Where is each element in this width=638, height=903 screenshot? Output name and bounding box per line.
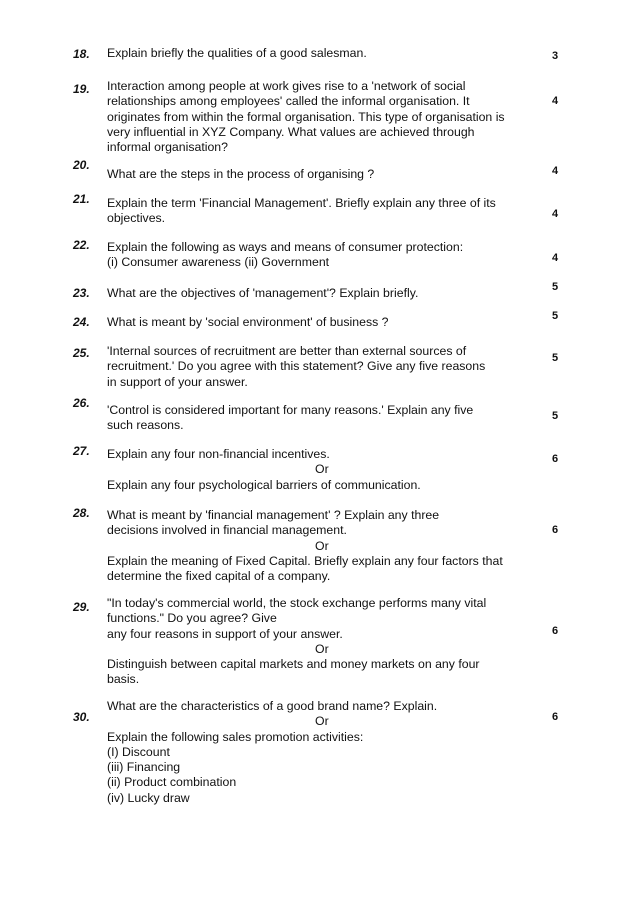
text-line: What is meant by 'social environment' of business ? xyxy=(107,315,389,329)
or-separator: Or xyxy=(315,462,329,477)
question-number-25: 25. xyxy=(73,346,90,360)
text-line: determine the fixed capital of a company. xyxy=(107,569,331,584)
question-text-19 xyxy=(107,79,537,155)
text-line: (i) Consumer awareness (ii) Government xyxy=(107,255,330,270)
text-line: in support of your answer. xyxy=(107,374,248,389)
text-line: Explain any four psychological barriers of communication. xyxy=(107,477,421,492)
text-line: functions." Do you agree? Give xyxy=(107,611,277,626)
question-number-21: 21. xyxy=(73,192,90,206)
question-number-29: 29. xyxy=(73,600,90,614)
question-text-23 xyxy=(107,286,537,301)
marks-24: 5 xyxy=(551,310,559,322)
text-line: 'Control is considered important for many reasons.' Explain any five xyxy=(107,403,474,417)
text-line: Distinguish between capital markets and money markets on any four xyxy=(107,657,480,672)
question-number-30: 30. xyxy=(73,710,90,724)
question-text-22 xyxy=(107,240,537,271)
marks-21: 4 xyxy=(551,208,559,220)
text-line: 'Internal sources of recruitment are better than external sources of xyxy=(107,344,467,358)
question-text-21 xyxy=(107,196,537,227)
question-text-24 xyxy=(107,315,537,330)
question-text-26 xyxy=(107,403,537,434)
text-line: very influential in XYZ Company. What values are achieved through xyxy=(107,124,475,139)
marks-18: 3 xyxy=(551,50,559,62)
question-text-30 xyxy=(107,699,537,806)
text-line: any four reasons in support of your answer. xyxy=(107,626,343,641)
text-line: Explain the meaning of Fixed Capital. Briefly explain any four factors that xyxy=(107,553,503,568)
question-number-27: 27. xyxy=(73,444,90,458)
or-separator: Or xyxy=(315,714,329,729)
question-number-18: 18. xyxy=(73,47,90,61)
question-number-20: 20. xyxy=(73,158,90,172)
question-text-25 xyxy=(107,344,537,390)
text-line: decisions involved in financial management. xyxy=(107,523,347,538)
marks-20: 4 xyxy=(551,165,559,177)
text-line: What is meant by 'financial management' ? Explain any three xyxy=(107,508,440,522)
question-text-20 xyxy=(107,167,537,182)
text-line: (iv) Lucky draw xyxy=(107,790,190,805)
or-separator: Or xyxy=(315,641,329,656)
question-text-18 xyxy=(107,46,537,61)
marks-30: 6 xyxy=(551,711,559,723)
text-line: basis. xyxy=(107,672,140,687)
text-line: recruitment.' Do you agree with this statement? Give any five reasons xyxy=(107,359,486,374)
text-line: (ii) Product combination xyxy=(107,775,237,790)
text-line: objectives. xyxy=(107,211,166,226)
question-number-22: 22. xyxy=(73,238,90,252)
question-number-23: 23. xyxy=(73,286,90,300)
text-line: Explain the following sales promotion activities: xyxy=(107,729,364,744)
or-separator: Or xyxy=(315,538,329,553)
question-number-19: 19. xyxy=(73,82,90,96)
text-line: What are the steps in the process of organising ? xyxy=(107,167,375,181)
marks-29: 6 xyxy=(551,625,559,637)
text-line: (iii) Financing xyxy=(107,760,181,775)
marks-23: 5 xyxy=(551,281,559,293)
text-line: (I) Discount xyxy=(107,744,170,759)
question-number-26: 26. xyxy=(73,396,90,410)
text-line: originates from within the formal organisation. This type of organisation is xyxy=(107,109,505,124)
question-number-24: 24. xyxy=(73,315,90,329)
text-line: "In today's commercial world, the stock exchange performs many vital xyxy=(107,596,487,610)
question-number-28: 28. xyxy=(73,506,90,520)
marks-22: 4 xyxy=(551,252,559,264)
text-line: such reasons. xyxy=(107,418,184,433)
question-text-28 xyxy=(107,508,537,584)
question-text-27 xyxy=(107,447,537,493)
text-line: Explain the term 'Financial Management'. Briefly explain any three of its xyxy=(107,196,496,210)
question-text-29 xyxy=(107,596,537,688)
marks-19: 4 xyxy=(551,95,559,107)
text-line: What are the characteristics of a good brand name? Explain. xyxy=(107,699,438,713)
marks-28: 6 xyxy=(551,524,559,536)
text-line: relationships among employees' called the informal organisation. It xyxy=(107,94,470,109)
marks-25: 5 xyxy=(551,352,559,364)
text-line: What are the objectives of 'management'? Explain briefly. xyxy=(107,286,419,300)
text-line: Interaction among people at work gives rise to a 'network of social xyxy=(107,79,466,93)
text-line: Explain the following as ways and means of consumer protection: xyxy=(107,240,464,254)
text-line: informal organisation? xyxy=(107,140,228,155)
marks-27: 6 xyxy=(551,453,559,465)
text-line: Explain any four non-financial incentives. xyxy=(107,447,330,461)
text-line: Explain briefly the qualities of a good salesman. xyxy=(107,46,367,60)
marks-26: 5 xyxy=(551,410,559,422)
